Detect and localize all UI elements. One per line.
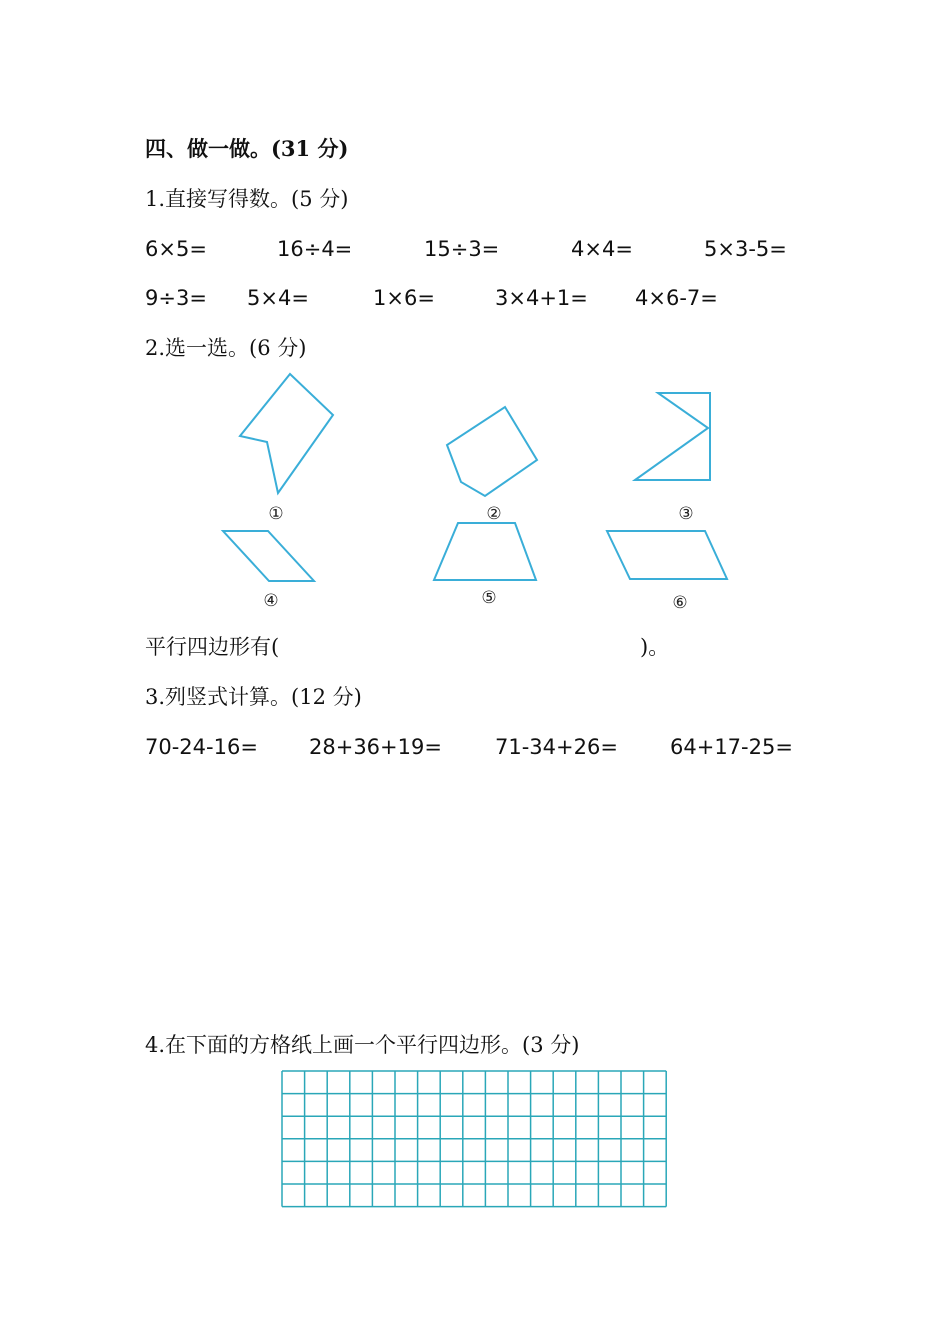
q3-title: 3.列竖式计算。(12 分) xyxy=(145,685,362,709)
q1-expr: 6×5= xyxy=(145,237,207,261)
q1-expr: 4×6-7= xyxy=(635,286,718,310)
q3-expr: 28+36+19= xyxy=(309,735,442,759)
q1-expr: 1×6= xyxy=(373,286,435,310)
q1-expr: 9÷3= xyxy=(145,286,207,310)
q4-title: 4.在下面的方格纸上画一个平行四边形。(3 分) xyxy=(145,1033,580,1057)
shape-5 xyxy=(434,523,536,580)
q1-expr: 16÷4= xyxy=(277,237,353,261)
shape-label: ⑤ xyxy=(481,588,497,608)
q3-expr: 70-24-16= xyxy=(145,735,258,759)
q1-expr: 4×4= xyxy=(571,237,633,261)
section-title: 四、做一做。(31 分) xyxy=(145,136,349,161)
q1-title: 1.直接写得数。(5 分) xyxy=(145,187,349,211)
shape-label: ⑥ xyxy=(672,593,688,613)
shape-label: ④ xyxy=(263,591,279,611)
shape-label: ③ xyxy=(678,504,694,524)
shape-4 xyxy=(223,531,314,581)
q1-expr: 5×3-5= xyxy=(704,237,787,261)
q1-expr: 3×4+1= xyxy=(495,286,588,310)
q2-answer-prefix: 平行四边形有( xyxy=(145,635,280,659)
shape-1 xyxy=(240,374,333,493)
shape-2 xyxy=(447,407,537,496)
q2-answer-suffix: )。 xyxy=(640,635,670,659)
shape-3 xyxy=(635,393,710,480)
shape-6 xyxy=(607,531,727,579)
q2-title: 2.选一选。(6 分) xyxy=(145,336,307,360)
q1-expr: 5×4= xyxy=(247,286,309,310)
shape-label: ② xyxy=(486,504,502,524)
square-grid[interactable] xyxy=(282,1071,666,1207)
q1-expr: 15÷3= xyxy=(424,237,500,261)
q3-expr: 71-34+26= xyxy=(495,735,618,759)
shape-label: ① xyxy=(268,504,284,524)
q3-expr: 64+17-25= xyxy=(670,735,793,759)
